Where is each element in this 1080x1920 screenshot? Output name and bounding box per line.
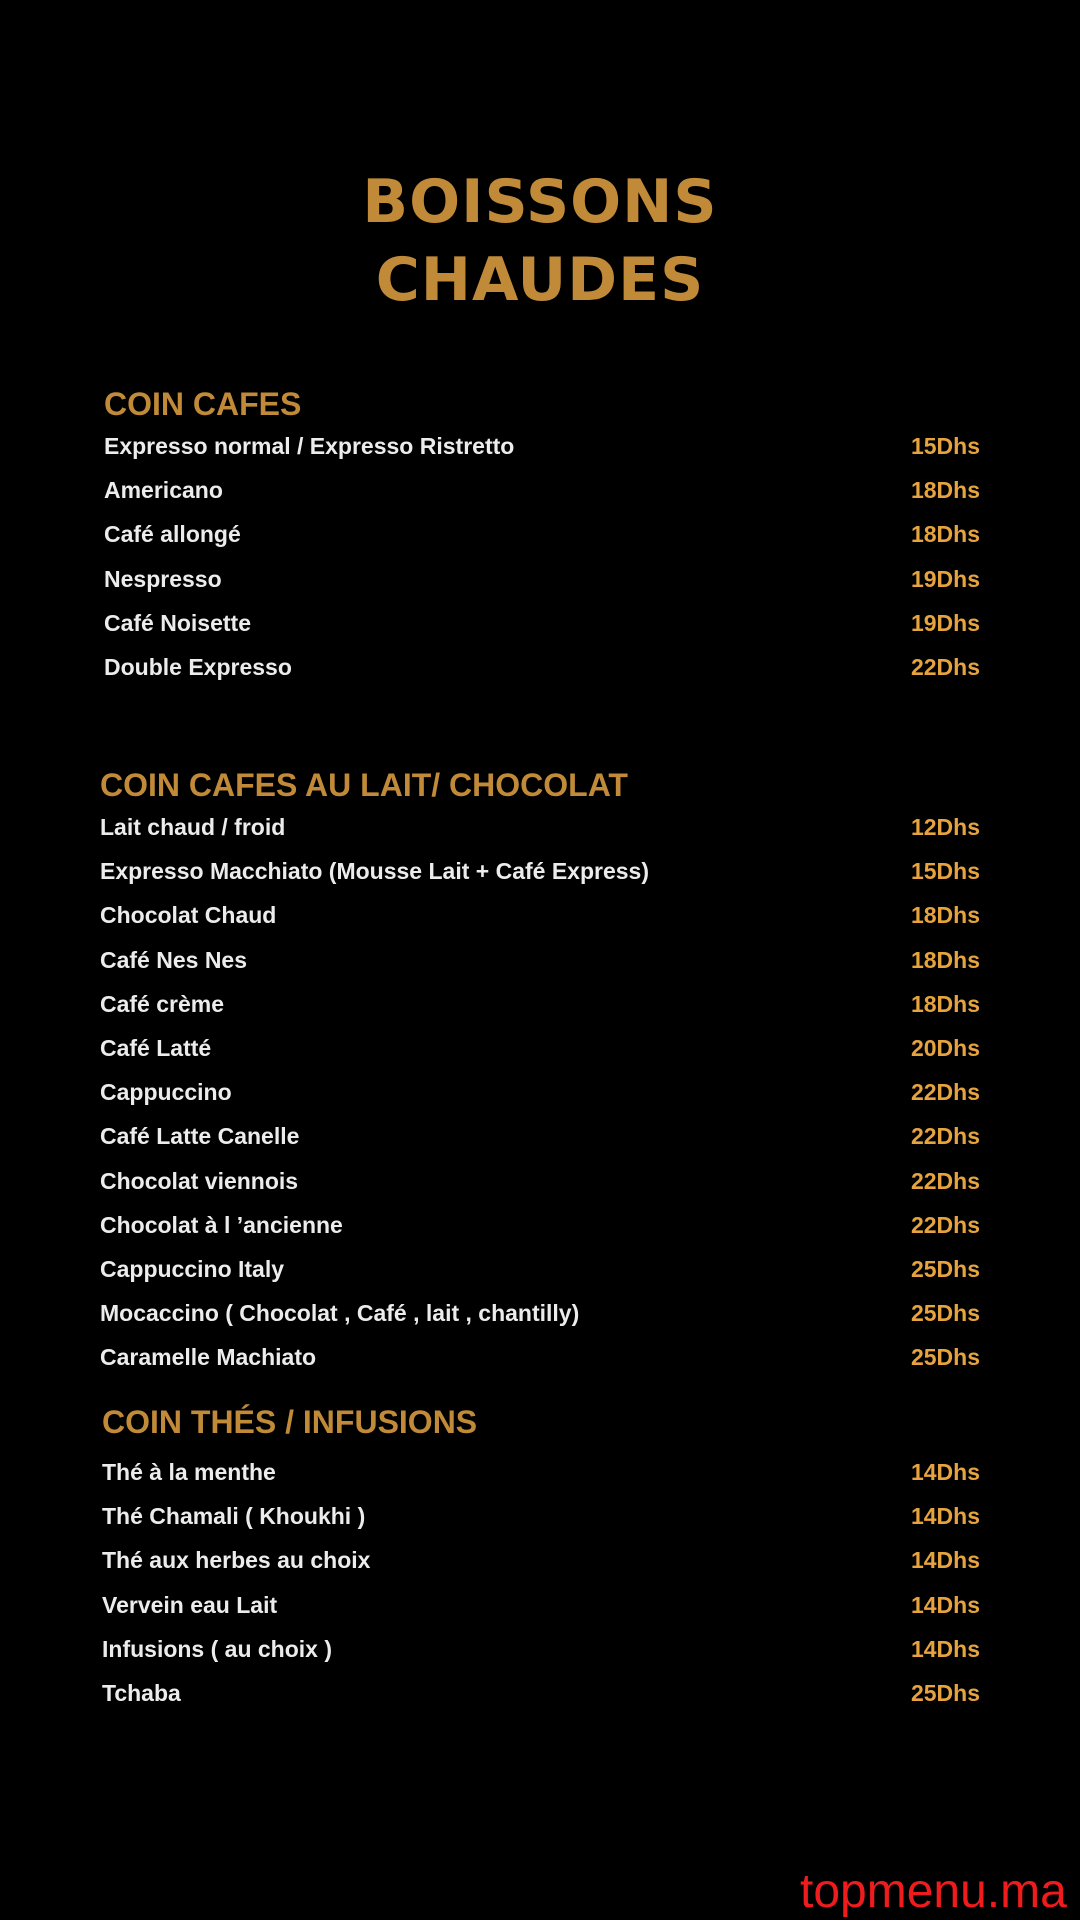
- menu-item: [104, 512, 980, 556]
- menu-item-name: Cappuccino: [100, 1079, 232, 1106]
- menu-item-price: 25Dhs: [910, 1255, 980, 1282]
- section-thes-infusions: [102, 1402, 980, 1715]
- menu-item: [104, 557, 980, 601]
- menu-item: [102, 1494, 980, 1538]
- menu-item-name: Thé à la menthe: [102, 1459, 276, 1485]
- menu-item: [100, 1291, 980, 1335]
- menu-item-name: Café allongé: [104, 521, 241, 548]
- menu-item-price: 15Dhs: [910, 858, 980, 885]
- menu-item-name: Thé Chamali ( Khoukhi ): [102, 1503, 366, 1530]
- menu-item: [104, 424, 980, 468]
- menu-item-name: Nespresso: [104, 565, 222, 592]
- menu-item: [102, 1450, 980, 1494]
- menu-item-price: 14Dhs: [910, 1635, 980, 1662]
- menu-item: [100, 893, 980, 937]
- menu-item: [100, 1335, 980, 1379]
- menu-item-name: Cappuccino Italy: [100, 1255, 285, 1282]
- menu-item-name: Americano: [104, 477, 223, 504]
- menu-item: [100, 1114, 980, 1158]
- menu-item-name: Chocolat viennois: [100, 1167, 299, 1194]
- menu-item-price: 22Dhs: [910, 653, 980, 680]
- menu-item: [100, 982, 980, 1026]
- menu-item-price: 15Dhs: [910, 433, 980, 459]
- menu-item-price: 18Dhs: [910, 990, 980, 1017]
- page-title-line1: BOISSONS: [362, 167, 718, 237]
- menu-item: [104, 645, 980, 689]
- menu-item-name: Mocaccino ( Chocolat , Café , lait , chantilly): [100, 1300, 580, 1327]
- menu-item-price: 25Dhs: [910, 1679, 980, 1706]
- menu-item-price: 18Dhs: [910, 477, 980, 504]
- menu-item: [102, 1538, 980, 1582]
- menu-item: [100, 1159, 980, 1203]
- section-heading: COIN CAFES AU LAIT/ CHOCOLAT: [100, 767, 628, 803]
- watermark: topmenu.ma: [800, 1865, 1067, 1918]
- section-heading: COIN THÉS / INFUSIONS: [102, 1404, 478, 1440]
- menu-item-price: 20Dhs: [910, 1034, 980, 1061]
- menu-item: [102, 1583, 980, 1627]
- menu-item: [104, 468, 980, 512]
- menu-item-name: Café Noisette: [104, 609, 251, 636]
- menu-item: [100, 938, 980, 982]
- menu-item-price: 18Dhs: [910, 521, 980, 548]
- menu-item: [100, 1026, 980, 1070]
- menu-item-price: 22Dhs: [910, 1167, 980, 1194]
- menu-item-name: Caramelle Machiato: [100, 1344, 317, 1371]
- section-cafes-au-lait-chocolat: [100, 765, 980, 1379]
- menu-item-name: Expresso Macchiato (Mousse Lait + Café Express): [100, 858, 650, 885]
- menu-item-name: Café Latté: [100, 1034, 212, 1061]
- menu-item-price: 12Dhs: [910, 814, 980, 840]
- section-coin-cafes: [104, 384, 980, 689]
- menu-item: [100, 1247, 980, 1291]
- menu-item-price: 14Dhs: [910, 1547, 980, 1574]
- menu-item-price: 14Dhs: [910, 1591, 980, 1618]
- menu-item-price: 19Dhs: [910, 565, 980, 592]
- menu-item: [100, 805, 980, 849]
- menu-item-name: Expresso normal / Expresso Ristretto: [104, 433, 515, 459]
- page-title-line2: CHAUDES: [375, 245, 705, 315]
- menu-item-name: Café crème: [100, 990, 225, 1017]
- menu-item-price: 22Dhs: [910, 1079, 980, 1106]
- menu-item-price: 18Dhs: [910, 946, 980, 973]
- menu-item-price: 22Dhs: [910, 1211, 980, 1238]
- menu-item: [100, 1070, 980, 1114]
- menu-item-price: 14Dhs: [910, 1503, 980, 1530]
- menu-item-price: 18Dhs: [910, 902, 980, 929]
- menu-item-name: Lait chaud / froid: [100, 814, 286, 840]
- menu-item-name: Café Nes Nes: [100, 946, 248, 973]
- menu-item-name: Chocolat à l ’ancienne: [100, 1211, 343, 1238]
- menu-item-price: 25Dhs: [910, 1300, 980, 1327]
- menu-item-name: Thé aux herbes au choix: [102, 1547, 371, 1574]
- menu-item-price: 14Dhs: [910, 1459, 980, 1485]
- menu-item-name: Chocolat Chaud: [100, 902, 277, 929]
- menu-item-price: 25Dhs: [910, 1344, 980, 1371]
- menu-item: [102, 1671, 980, 1715]
- menu-item: [104, 601, 980, 645]
- menu-item: [100, 849, 980, 893]
- menu-item-price: 22Dhs: [910, 1123, 980, 1150]
- menu-item-name: Vervein eau Lait: [102, 1591, 278, 1618]
- menu-item-name: Double Expresso: [104, 653, 292, 680]
- menu-item-name: Café Latte Canelle: [100, 1123, 300, 1150]
- menu-item: [102, 1627, 980, 1671]
- menu-item: [100, 1203, 980, 1247]
- menu-item-price: 19Dhs: [910, 609, 980, 636]
- section-heading: COIN CAFES: [104, 386, 302, 422]
- menu-item-name: Infusions ( au choix ): [102, 1635, 333, 1662]
- menu-item-name: Tchaba: [102, 1679, 181, 1706]
